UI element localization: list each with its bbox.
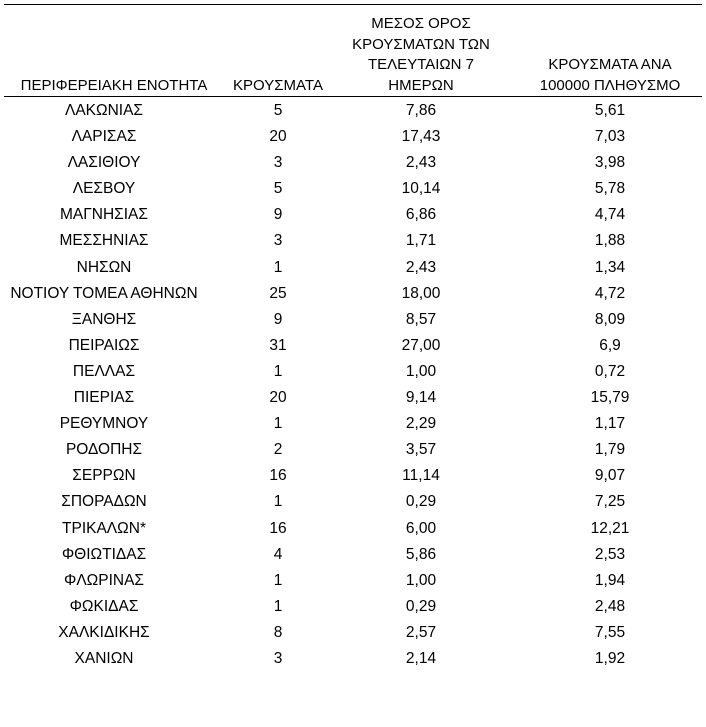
header-per100k-line1: ΚΡΟΥΣΜΑΤΑ ΑΝΑ <box>548 56 672 73</box>
cell-per100k: 1,34 <box>594 258 626 276</box>
cell-cases: 9 <box>273 310 283 328</box>
cell-avg7: 6,00 <box>405 519 437 537</box>
cell-region: ΧΑΝΙΩΝ <box>74 649 134 667</box>
cell-per100k: 3,98 <box>594 154 626 172</box>
cell-region: ΛΑΡΙΣΑΣ <box>71 128 137 146</box>
cell-avg7: 2,43 <box>405 154 437 172</box>
table-row <box>0 281 706 307</box>
table-row <box>0 568 706 594</box>
cell-avg7: 2,29 <box>405 415 437 433</box>
cell-per100k: 1,17 <box>594 415 626 433</box>
cell-region: ΤΡΙΚΑΛΩΝ* <box>62 519 146 537</box>
cell-per100k: 8,09 <box>594 310 626 328</box>
cell-per100k: 1,88 <box>594 232 626 250</box>
cell-cases: 1 <box>273 493 283 511</box>
table-row <box>0 437 706 463</box>
table-row <box>0 176 706 202</box>
cell-cases: 8 <box>273 623 283 641</box>
cell-region: ΧΑΛΚΙΔΙΚΗΣ <box>58 623 150 641</box>
cell-cases: 1 <box>273 258 283 276</box>
cell-region: ΦΘΙΩΤΙΔΑΣ <box>61 545 147 563</box>
table-row <box>0 124 706 150</box>
cell-region: ΠΕΙΡΑΙΩΣ <box>68 336 140 354</box>
header-avg7-line1: ΜΕΣΟΣ ΟΡΟΣ <box>371 15 471 32</box>
cell-region: ΜΕΣΣΗΝΙΑΣ <box>59 232 149 250</box>
cell-per100k: 5,78 <box>594 180 626 198</box>
cell-cases: 3 <box>273 649 283 667</box>
cell-cases: 20 <box>269 128 287 146</box>
cell-cases: 16 <box>269 519 287 537</box>
cell-region: ΣΕΡΡΩΝ <box>72 467 136 485</box>
header-avg7 <box>330 14 512 96</box>
cell-avg7: 0,29 <box>405 597 437 615</box>
cell-region: ΜΑΓΝΗΣΙΑΣ <box>60 206 148 224</box>
cell-avg7: 3,57 <box>405 441 437 459</box>
cell-per100k: 2,53 <box>594 545 626 563</box>
cell-region: ΛΑΚΩΝΙΑΣ <box>64 102 144 119</box>
cell-avg7: 1,00 <box>405 362 437 380</box>
table-row <box>0 646 706 672</box>
cell-avg7: 18,00 <box>401 284 441 302</box>
cell-cases: 1 <box>273 362 283 380</box>
cell-cases: 3 <box>273 154 283 172</box>
table-row <box>0 594 706 620</box>
cell-region: ΣΠΟΡΑΔΩΝ <box>61 493 147 511</box>
table-row <box>0 228 706 254</box>
cell-cases: 1 <box>273 597 283 615</box>
cell-region: ΠΙΕΡΙΑΣ <box>73 389 135 407</box>
header-region <box>0 76 228 97</box>
table-row <box>0 333 706 359</box>
cell-avg7: 8,57 <box>405 310 437 328</box>
table-row <box>0 150 706 176</box>
cell-per100k: 6,9 <box>599 336 621 354</box>
cell-avg7: 27,00 <box>401 336 441 354</box>
cell-avg7: 0,29 <box>405 493 437 511</box>
cell-avg7: 11,14 <box>402 467 440 485</box>
cell-avg7: 7,86 <box>405 102 437 119</box>
header-region-label: ΠΕΡΙΦΕΡΕΙΑΚΗ ΕΝΟΤΗΤΑ <box>20 76 208 94</box>
cell-per100k: 1,79 <box>594 441 626 459</box>
cell-per100k: 7,03 <box>594 128 626 146</box>
cell-cases: 25 <box>269 284 287 302</box>
cell-avg7: 9,14 <box>405 389 437 407</box>
cell-cases: 4 <box>273 545 283 563</box>
table-row <box>0 411 706 437</box>
cell-cases: 1 <box>273 415 283 433</box>
table-row <box>0 359 706 385</box>
cell-per100k: 7,25 <box>594 493 626 511</box>
table-row <box>0 307 706 333</box>
header-cases <box>228 76 328 97</box>
cell-per100k: 2,48 <box>594 597 626 615</box>
header-rule <box>4 96 702 97</box>
cell-cases: 31 <box>269 336 287 354</box>
cell-region: ΦΛΩΡΙΝΑΣ <box>63 571 145 589</box>
cell-cases: 1 <box>273 571 283 589</box>
top-rule <box>4 4 702 5</box>
cell-per100k: 1,94 <box>594 571 626 589</box>
cell-cases: 3 <box>273 232 283 250</box>
cell-cases: 2 <box>273 441 283 459</box>
header-per100k-line2: 100000 ΠΛΗΘΥΣΜΟ <box>539 76 681 94</box>
cell-region: ΞΑΝΘΗΣ <box>71 310 137 328</box>
cell-avg7: 2,57 <box>405 623 437 641</box>
cell-cases: 5 <box>273 180 283 198</box>
header-cases-label: ΚΡΟΥΣΜΑΤΑ <box>233 76 323 94</box>
cell-per100k: 5,61 <box>594 102 626 119</box>
cell-cases: 9 <box>273 206 283 224</box>
cell-region: ΡΟΔΟΠΗΣ <box>65 441 143 459</box>
cell-per100k: 4,72 <box>594 284 626 302</box>
table-row <box>0 385 706 411</box>
cell-region: ΝΗΣΩΝ <box>76 258 132 276</box>
cell-avg7: 5,86 <box>405 545 437 563</box>
cell-region: ΛΕΣΒΟΥ <box>72 180 136 198</box>
cell-region: ΝΟΤΙΟΥ ΤΟΜΕΑ ΑΘΗΝΩΝ <box>10 284 198 302</box>
cell-per100k: 7,55 <box>594 623 626 641</box>
cell-per100k: 12,21 <box>590 519 630 537</box>
table-row <box>0 98 706 124</box>
table-row <box>0 463 706 489</box>
cell-per100k: 9,07 <box>594 467 626 485</box>
cell-avg7: 1,00 <box>405 571 437 589</box>
cell-per100k: 0,72 <box>594 362 626 380</box>
cell-region: ΛΑΣΙΘΙΟΥ <box>67 154 141 172</box>
cell-avg7: 6,86 <box>405 206 437 224</box>
cell-region: ΦΩΚΙΔΑΣ <box>69 597 139 615</box>
table-row <box>0 202 706 228</box>
cell-cases: 16 <box>269 467 287 485</box>
table-row <box>0 516 706 542</box>
cell-per100k: 1,92 <box>594 649 626 667</box>
cell-cases: 20 <box>269 389 287 407</box>
table-row <box>0 255 706 281</box>
cell-avg7: 10,14 <box>401 180 441 198</box>
cell-avg7: 2,43 <box>405 258 437 276</box>
cell-avg7: 17,43 <box>401 128 441 146</box>
cell-per100k: 15,79 <box>590 389 630 407</box>
cell-avg7: 2,14 <box>405 649 437 667</box>
header-avg7-line4: ΗΜΕΡΩΝ <box>388 76 454 94</box>
table-row <box>0 542 706 568</box>
cell-cases: 5 <box>273 102 283 119</box>
cell-per100k: 4,74 <box>594 206 626 224</box>
header-avg7-line3: ΤΕΛΕΥΤΑΙΩΝ 7 <box>368 56 474 73</box>
header-avg7-line2: ΚΡΟΥΣΜΑΤΩΝ ΤΩΝ <box>352 35 490 53</box>
cell-region: ΠΕΛΛΑΣ <box>72 362 136 380</box>
cell-region: ΡΕΘΥΜΝΟΥ <box>59 415 149 433</box>
table-body <box>0 98 706 672</box>
header-per100k <box>516 55 704 96</box>
table-row <box>0 620 706 646</box>
table-header <box>0 6 706 96</box>
cell-avg7: 1,71 <box>405 232 437 250</box>
table-row <box>0 489 706 515</box>
